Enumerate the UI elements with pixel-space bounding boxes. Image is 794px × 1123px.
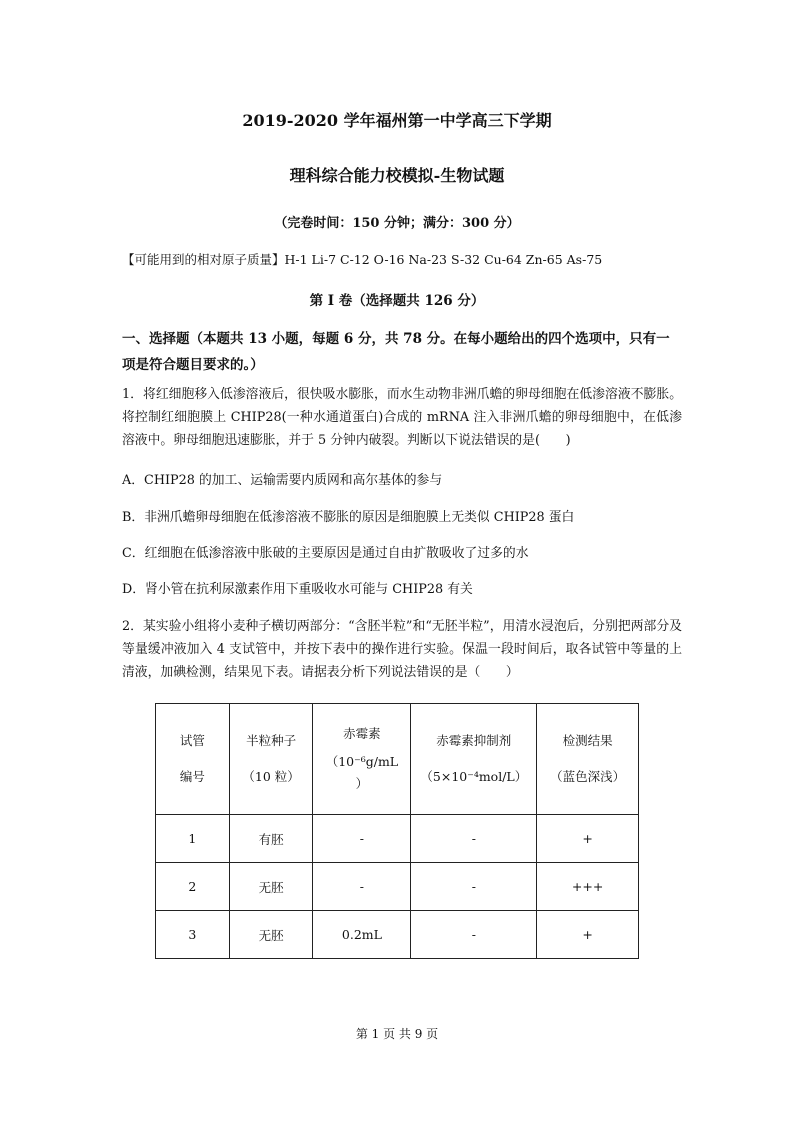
table-cell: - [411,863,537,911]
page-footer: 第 1 页 共 9 页 [355,1027,439,1041]
table-cell: - [411,911,537,959]
table-cell: 无胚 [229,863,313,911]
atomic-masses: 【可能用到的相对原子质量】H-1 Li-7 C-12 O-16 Na-23 S-32 Cu-64 Zn-65 As-75 [122,252,603,267]
table-cell: 无胚 [229,911,313,959]
table-cell: 有胚 [229,815,313,863]
exam-subtitle: 理科综合能力校模拟-生物试题 [289,166,505,185]
table-cell: + [537,815,639,863]
table-cell: - [313,863,411,911]
table-cell: 2 [156,863,230,911]
table-cell: + [537,911,639,959]
header-half-seed: 半粒种子 （10 粒） [229,704,313,815]
table-row [156,911,639,959]
question-1-stem: 1．将红细胞移入低渗溶液后，很快吸水膨胀，而水生动物非洲爪蟾的卵母细胞在低渗溶液不膨胀。将控制红细胞膜上 CHIP28(一种水通道蛋白)合成的 mRNA 注入非洲爪蟾的卵母细胞中，在低渗溶液中。卵母细胞迅速膨胀，并于 5 分钟内破裂。判断以下说法错误的是( ) [122,387,682,448]
exam-title: 2019-2020 学年福州第一中学高三下学期 [242,111,552,130]
question-1-option-a: A．CHIP28 的加工、运输需要内质网和高尔基体的参与 [122,473,443,488]
table-cell: - [313,815,411,863]
table-row [156,815,639,863]
table-header-row [156,704,639,815]
table-cell: 1 [156,815,230,863]
question-1-option-c: C．红细胞在低渗溶液中胀破的主要原因是通过自由扩散吸收了过多的水 [122,546,529,561]
table-cell: +++ [537,863,639,911]
section-heading: 一、选择题（本题共 13 小题，每题 6 分，共 78 分。在每小题给出的四个选项中，只有一项是符合题目要求的。） [122,331,670,373]
header-tube-number: 试管 编号 [156,704,230,815]
part-title: 第 I 卷（选择题共 126 分） [309,293,485,309]
table-cell: - [411,815,537,863]
question-2-stem: 2．某实验小组将小麦种子横切两部分：“含胚半粒”和“无胚半粒”，用清水浸泡后，分别把两部分及等量缓冲液加入 4 支试管中，并按下表中的操作进行实验。保温一段时间后，取各试管中等量的上清液，加碘检测，结果见下表。请据表分析下列说法错误的是（ ） [122,619,682,680]
table-cell: 0.2mL [313,911,411,959]
header-inhibitor: 赤霉素抑制剂 （5×10⁻⁴mol/L） [411,704,537,815]
exam-info: （完卷时间：150 分钟；满分：300 分） [274,216,520,231]
table-cell: 3 [156,911,230,959]
question-1-option-b: B．非洲爪蟾卵母细胞在低渗溶液不膨胀的原因是细胞膜上无类似 CHIP28 蛋白 [122,510,575,525]
experiment-table [155,703,639,959]
question-1-option-d: D．肾小管在抗利尿激素作用下重吸收水可能与 CHIP28 有关 [122,582,473,597]
header-result: 检测结果 （蓝色深浅） [537,704,639,815]
header-gibberellin: 赤霉素 （10⁻⁶g/mL ） [313,704,411,815]
table-row [156,863,639,911]
